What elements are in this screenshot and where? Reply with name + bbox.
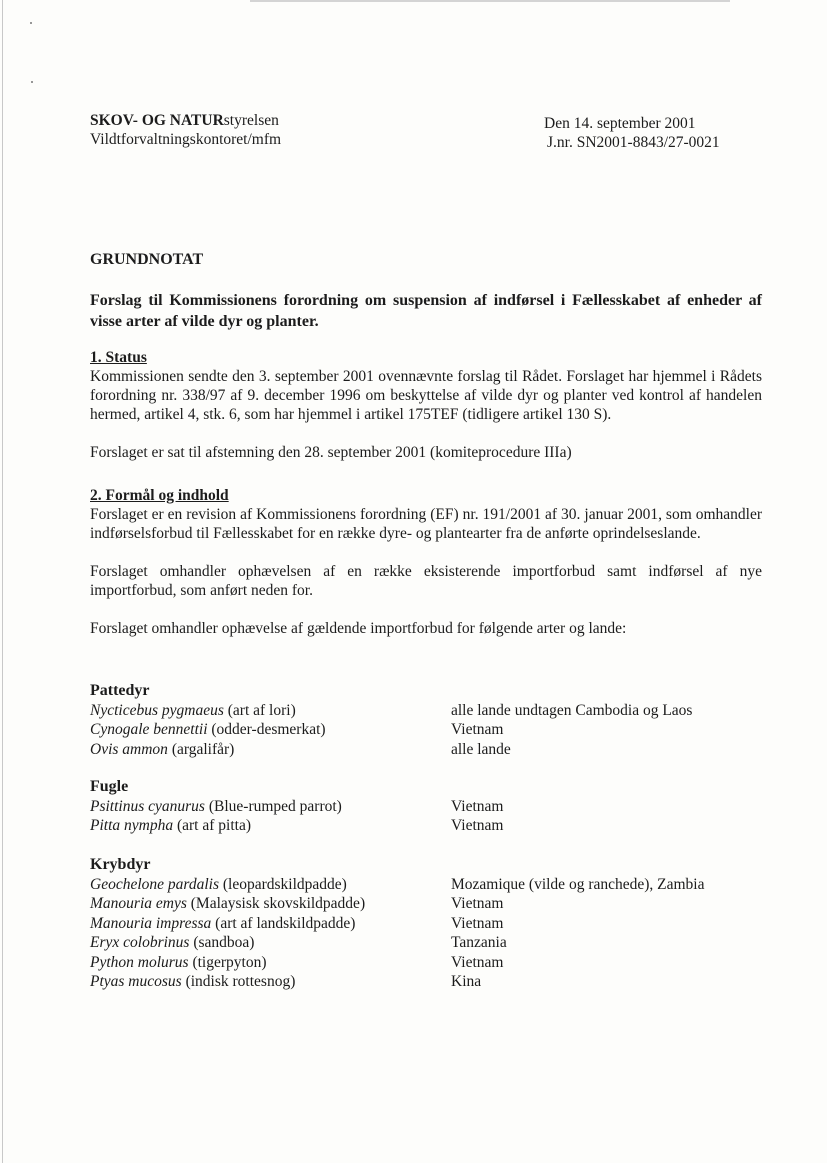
scan-speck [30,22,32,24]
paragraph: Kommissionen sendte den 3. september 2001 ovennævnte forslag til Rådet. Forslaget har hjemmel i Rådets forordning nr. 338/97 af 9. december 1996 om beskyttelse af vilde dyr og planter ved kontrol af handelen hermed, artikel 4, stk. 6, som har hjemmel i artikel 175TEF (tidligere artikel 130 S). [90,368,762,423]
species-row: Geochelone pardalis (leopardskildpadde) Mozamique (vilde og ranchede), Zambia [90,875,705,893]
section-heading: 2. Formål og indhold [90,487,229,504]
paragraph: Forslaget er en revision af Kommissionens forordning (EF) nr. 191/2001 af 30. januar 2001, som omhandler indførselsforbud til Fællesskabet for en række dyre- og plantearter fra de anførte oprindelseslande. [90,506,762,542]
section-status [90,348,762,462]
paragraph: Forslaget omhandler ophævelsen af en række eksisterende importforbud samt indførsel af nye importforbud, som anført neden for. [90,563,762,599]
group-birds [90,777,762,836]
scan-edge-line [2,0,3,1163]
species-row: Ovis ammon (argalifår) alle lande [90,740,511,758]
journal-number: J.nr. SN2001-8843/27-0021 [547,134,720,151]
species-row: Pitta nympha (art af pitta) Vietnam [90,817,504,834]
paragraph: Forslaget omhandler ophævelse af gældende importforbud for følgende arter og lande: [90,620,627,637]
document-title: Forslag til Kommissionens forordning om suspension af indførsel i Fællesskabet af enheder af visse arter af vilde dyr og planter. [90,292,762,330]
section-purpose [90,486,762,638]
species-row: Manouria impressa (art af landskildpadde) Vietnam [90,914,504,932]
species-row: Psittinus cyanurus (Blue-rumped parrot) Vietnam [90,797,504,815]
office-name: Vildtforvaltningskontoret/mfm [90,131,282,148]
document-date: Den 14. september 2001 [544,115,696,132]
species-row: Nycticebus pygmaeus (art af lori) alle lande undtagen Cambodia og Laos [90,701,693,719]
scan-speck [31,81,33,83]
paragraph: Forslaget er sat til afstemning den 28. september 2001 (komiteprocedure IIIa) [90,444,572,461]
species-row: Manouria emys (Malaysisk skovskildpadde) Vietnam [90,895,504,912]
group-title: Krybdyr [90,856,151,873]
species-row: Ptyas mucosus (indisk rottesnog) Kina [90,973,482,990]
species-row: Cynogale bennettii (odder-desmerkat) Vietnam [90,721,504,738]
species-row: Eryx colobrinus (sandboa) Tanzania [90,934,507,951]
section-heading: 1. Status [90,349,147,366]
date-block [544,114,720,152]
organization-name: SKOV- OG NATURstyrelsen [90,112,279,129]
document-type: GRUNDNOTAT [90,251,204,268]
sender-block [90,111,281,149]
group-title: Pattedyr [90,682,150,699]
group-title: Fugle [90,778,129,795]
scan-top-line [250,0,730,2]
group-mammals [90,681,762,759]
species-row: Python molurus (tigerpyton) Vietnam [90,953,504,971]
group-reptiles [90,855,762,992]
